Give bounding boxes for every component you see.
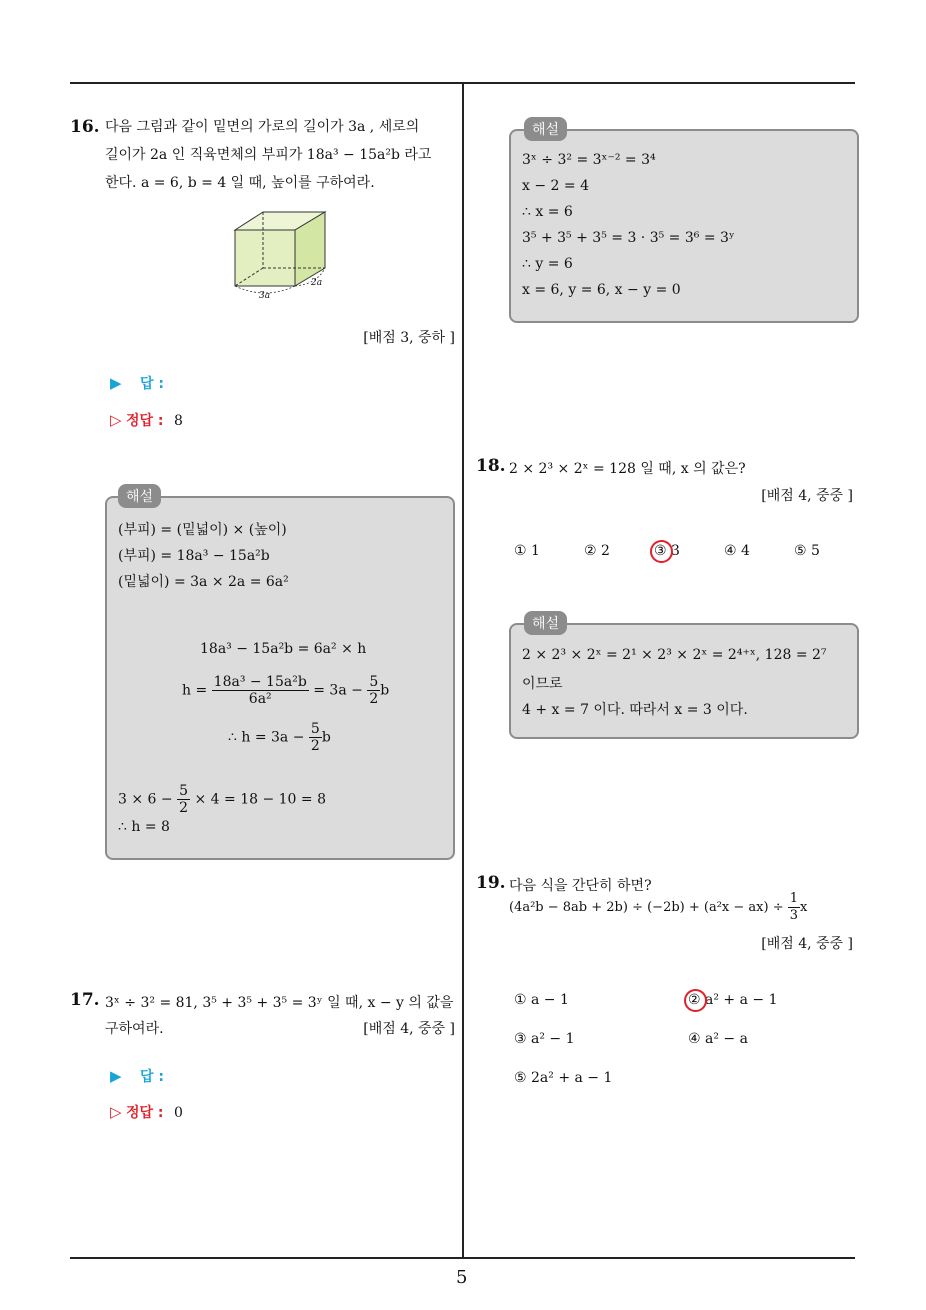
correct-value: 8: [173, 413, 183, 429]
play-icon: ▶: [110, 1067, 122, 1085]
explain-line: (부피) = (밑넓이) × (높이): [118, 522, 287, 538]
choice-3[interactable]: ③ 3: [654, 543, 680, 559]
choice-4[interactable]: ④ a² − a: [688, 1031, 748, 1047]
explain-line: ∴ h = 8: [118, 819, 170, 835]
text: × 4 = 18 − 10 = 8: [194, 791, 326, 808]
text: b: [321, 729, 331, 746]
bottom-rule: [70, 1257, 855, 1259]
denominator: 2: [310, 738, 320, 754]
fraction: [788, 891, 800, 924]
explain-line: ∴ x = 6: [522, 204, 573, 220]
explain-line: x = 6, y = 6, x − y = 0: [522, 282, 681, 298]
fraction: [177, 783, 190, 816]
numerator: 18a³ − 15a²b: [213, 674, 307, 690]
question-number: 17.: [70, 990, 100, 1010]
choice-5[interactable]: ⑤ 5: [794, 543, 820, 559]
text: = 3a −: [313, 682, 363, 699]
score: [배점 3, 중하 ]: [363, 330, 455, 346]
question-number: 18.: [476, 456, 506, 476]
choice-2[interactable]: ② 2: [584, 543, 610, 559]
denominator: 3: [789, 908, 799, 923]
question-text: 다음 식을 간단히 하면?: [509, 878, 652, 894]
page-number: 5: [456, 1267, 468, 1288]
explain-fraction-line: [182, 674, 389, 707]
score: [배점 4, 중중 ]: [761, 936, 853, 952]
correct-label: 정답 :: [126, 1105, 164, 1121]
choice-4[interactable]: ④ 4: [724, 543, 750, 559]
text: x: [800, 900, 808, 915]
choice-5[interactable]: ⑤ 2a² + a − 1: [514, 1070, 613, 1086]
text: ∴ h = 3a −: [228, 729, 305, 746]
question-text-line: 길이가 2a 인 직육면체의 부피가 18a³ − 15a²b 라고: [105, 147, 432, 163]
correct-value: 0: [173, 1105, 183, 1121]
question-number: 16.: [70, 117, 100, 137]
choice-1[interactable]: ① a − 1: [514, 992, 569, 1008]
text: b: [380, 682, 390, 699]
denominator: 2: [179, 800, 189, 816]
selected-mark-circle: [650, 540, 673, 563]
numerator: 5: [310, 721, 320, 737]
explain-line: 이므로: [522, 676, 563, 692]
choice-2[interactable]: ② a² + a − 1: [688, 992, 778, 1008]
explain-fraction-line: [228, 721, 331, 754]
explain-line: 3ˣ ÷ 3² = 3ˣ⁻² = 3⁴: [522, 152, 656, 168]
correct-answer-row: [110, 1102, 183, 1122]
question-number: 19.: [476, 873, 506, 893]
play-icon: ▶: [110, 374, 122, 392]
triangle-outline-icon: ▷: [110, 411, 122, 429]
question-text-line: 다음 그림과 같이 밑면의 가로의 길이가 3a , 세로의: [105, 119, 420, 135]
fraction: [212, 674, 309, 707]
label-depth: 2a: [311, 278, 323, 288]
column-divider: [462, 83, 464, 1258]
choice-3[interactable]: ③ a² − 1: [514, 1031, 575, 1047]
question-text-line: 3ˣ ÷ 3² = 81, 3⁵ + 3⁵ + 3⁵ = 3ʸ 일 때, x − y 의 값을: [105, 995, 454, 1011]
denominator: 2: [369, 691, 379, 707]
cuboid-figure: [225, 208, 335, 303]
explain-line: x − 2 = 4: [522, 178, 589, 194]
answer-label: 답 :: [140, 1069, 164, 1085]
selected-mark-circle: [684, 989, 707, 1012]
explain-line: (밑넓이) = 3a × 2a = 6a²: [118, 574, 289, 590]
explain-line: ∴ y = 6: [522, 256, 573, 272]
text: (4a²b − 8ab + 2b) ÷ (−2b) + (a²x − ax) ÷: [509, 900, 784, 915]
label-width: 3a: [259, 291, 271, 301]
score: [배점 4, 중중 ]: [761, 488, 853, 504]
answer-row: [110, 373, 164, 393]
explanation-tag: 해설: [524, 611, 567, 635]
explain-line: 3⁵ + 3⁵ + 3⁵ = 3 · 3⁵ = 3⁶ = 3ʸ: [522, 230, 735, 246]
explanation-tag: 해설: [524, 117, 567, 141]
denominator: 6a²: [248, 691, 272, 707]
answer-row: [110, 1066, 164, 1086]
fraction: [367, 674, 380, 707]
text: 3 × 6 −: [118, 791, 173, 808]
numerator: 5: [179, 783, 189, 799]
score: [배점 4, 중중 ]: [363, 1021, 455, 1037]
text: h =: [182, 682, 208, 699]
numerator: 5: [369, 674, 379, 690]
explain-line: 2 × 2³ × 2ˣ = 2¹ × 2³ × 2ˣ = 2⁴⁺ˣ, 128 = 2⁷: [522, 647, 827, 663]
explain-fraction-line: [118, 783, 326, 816]
numerator: 1: [789, 891, 799, 906]
correct-label: 정답 :: [126, 413, 164, 429]
explain-line: (부피) = 18a³ − 15a²b: [118, 548, 270, 564]
explanation-tag: 해설: [118, 484, 161, 508]
triangle-outline-icon: ▷: [110, 1103, 122, 1121]
correct-answer-row: [110, 410, 183, 430]
question-expression: [509, 891, 807, 924]
choice-1[interactable]: ① 1: [514, 543, 540, 559]
explain-line: 4 + x = 7 이다. 따라서 x = 3 이다.: [522, 702, 748, 718]
question-text: 2 × 2³ × 2ˣ = 128 일 때, x 의 값은?: [509, 461, 746, 477]
answer-label: 답 :: [140, 376, 164, 392]
fraction: [309, 721, 322, 754]
question-text-line: 구하여라.: [105, 1021, 164, 1037]
explain-line: 18a³ − 15a²b = 6a² × h: [200, 641, 367, 657]
question-text-line: 한다. a = 6, b = 4 일 때, 높이를 구하여라.: [105, 175, 375, 191]
